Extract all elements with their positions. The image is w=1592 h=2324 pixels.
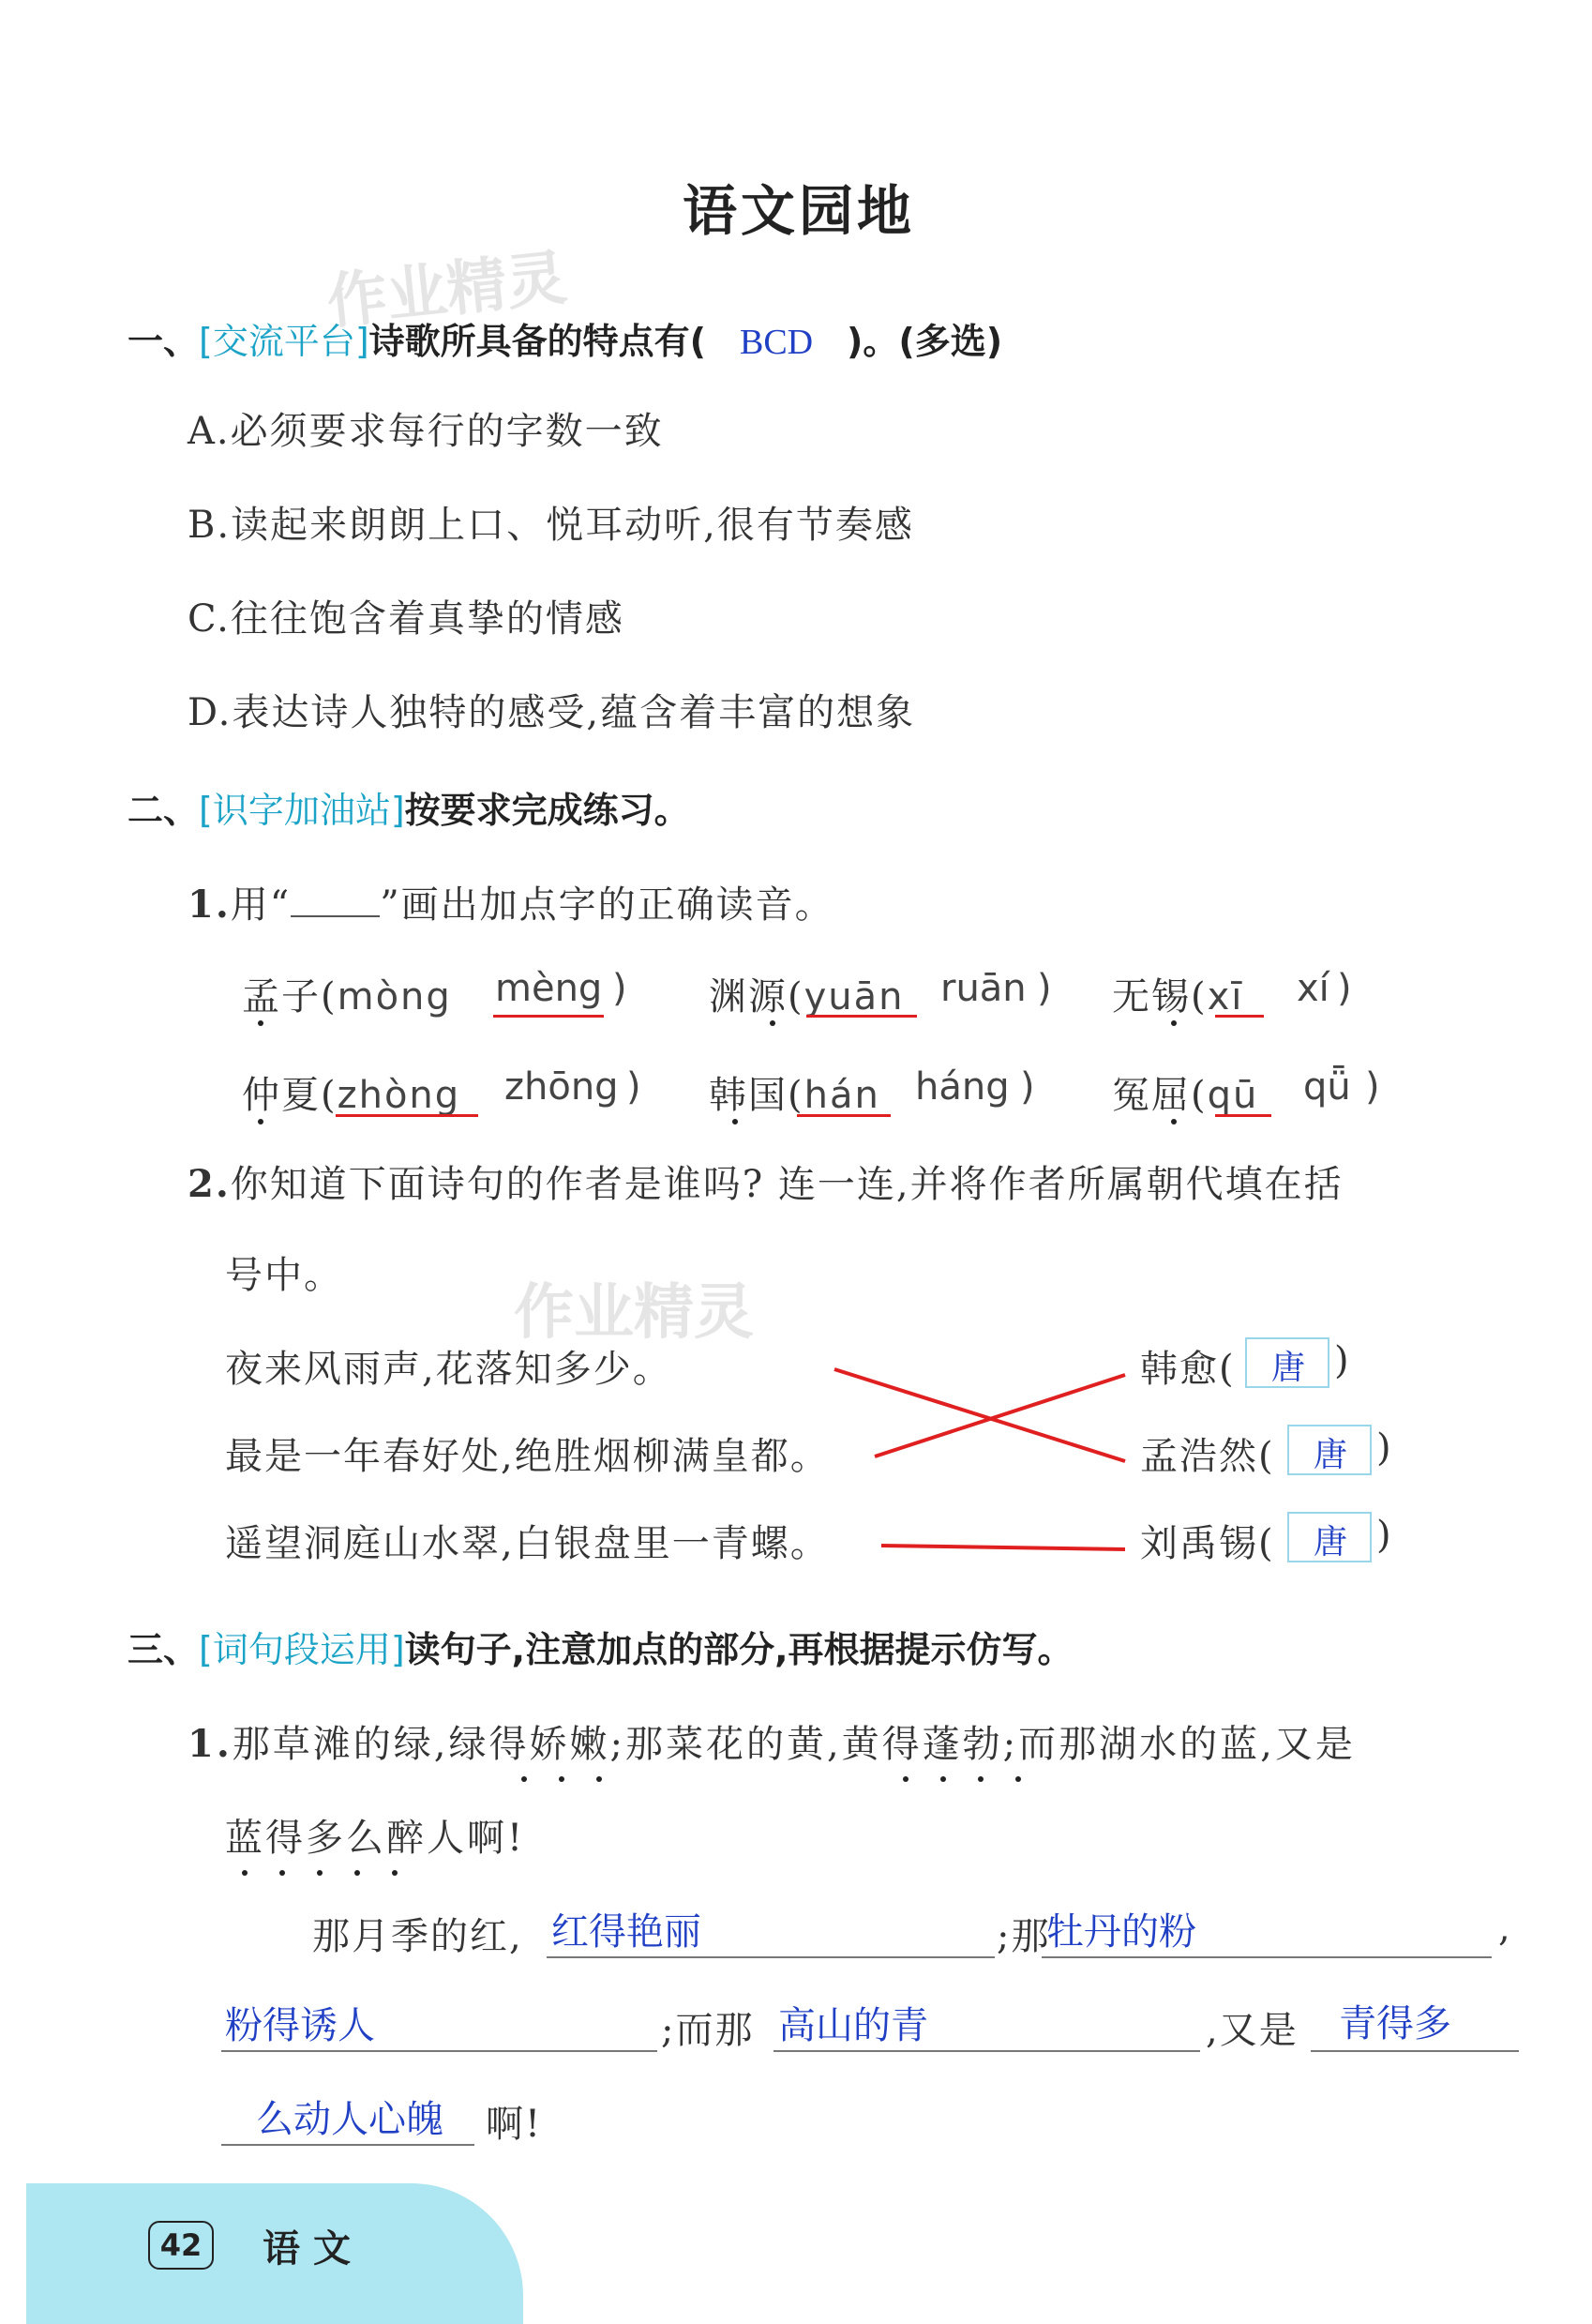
word: 冤屈(	[1112, 1074, 1208, 1117]
pinyin-option-correct: hán	[804, 1074, 880, 1117]
section-number: 三、	[128, 1629, 200, 1670]
match-line	[875, 1375, 1125, 1456]
pinyin-option-correct: mèng	[495, 967, 603, 1010]
handwritten-answer-1: 红得艳丽	[551, 1910, 701, 1954]
close-paren: )	[1376, 1426, 1393, 1470]
question-text: 诗歌所具备的特点有(	[368, 321, 707, 362]
pinyin-option-correct: zhòng	[337, 1074, 461, 1117]
pinyin-option: mòng	[337, 975, 452, 1019]
fill-prompt-4: ;而那	[661, 2009, 755, 2052]
word: 无锡(	[1112, 975, 1208, 1019]
handwritten-answer-5: 青得多	[1339, 2002, 1451, 2045]
matching-lines	[26, 26, 1564, 2277]
close-paren: )	[1337, 967, 1352, 1010]
pinyin-option: ruān	[940, 967, 1027, 1010]
dynasty-answer: 唐	[1314, 1436, 1348, 1474]
dynasty-answer: 唐	[1271, 1349, 1306, 1387]
word: 仲夏(	[242, 1074, 338, 1117]
pinyin-option-correct: yuān	[804, 975, 905, 1019]
handwritten-answer-6: 么动人心魄	[256, 2098, 443, 2141]
question-number: 1.	[188, 1722, 233, 1766]
pinyin-option-correct: xī	[1207, 975, 1244, 1019]
emphasis-dot	[940, 1776, 946, 1782]
word: 孟子(	[242, 975, 338, 1019]
workbook-page	[26, 26, 1564, 2277]
section-tag: [词句段运用]	[199, 1629, 405, 1670]
pinyin-option: xí	[1297, 967, 1329, 1010]
question-number: 1.	[188, 883, 231, 927]
page-number: 42	[148, 2221, 214, 2270]
poem-line-2: 最是一年春好处,绝胜烟柳满皇都。	[225, 1435, 830, 1478]
handwritten-answer-2: 牡丹的粉	[1046, 1910, 1196, 1954]
emphasis-dot	[559, 1776, 564, 1782]
word: 韩国(	[709, 1074, 804, 1117]
author-3: 刘禹锡(	[1140, 1522, 1275, 1565]
answer-line	[1042, 1956, 1492, 1958]
option-c: C.往往饱含着真挚的情感	[188, 597, 624, 641]
handwritten-answer-3: 粉得诱人	[225, 2004, 375, 2047]
answer-line	[221, 2144, 474, 2146]
close-paren: )	[1020, 1065, 1035, 1109]
option-d: D.表达诗人独特的感受,蕴含着丰富的想象	[188, 691, 916, 734]
answer-line	[221, 2050, 657, 2052]
subject-label: 语文	[263, 2227, 364, 2271]
poem-line-3: 遥望洞庭山水翠,白银盘里一青螺。	[225, 1522, 830, 1565]
fill-prompt-3: ,	[1498, 1907, 1512, 1950]
section-3-heading	[128, 1621, 1074, 1672]
section-tag: [交流平台]	[199, 321, 369, 362]
q2-2-prompt-line2: 号中。	[225, 1254, 343, 1297]
fill-prompt-2: ;那	[997, 1915, 1051, 1958]
dynasty-answer: 唐	[1314, 1523, 1348, 1562]
match-line	[881, 1546, 1125, 1549]
answer-bcd: BCD	[739, 323, 814, 362]
question-text-end: )。(多选)	[847, 321, 1003, 362]
pinyin-option: háng	[915, 1065, 1010, 1109]
section-number: 二、	[128, 790, 200, 831]
watermark: 作业精灵	[514, 1278, 754, 1348]
sentence-text: 那草滩的绿,绿得娇嫩;那菜花的黄,黄得蓬勃;而那湖水的蓝,又是	[232, 1723, 1356, 1766]
pinyin-option: qǖ	[1303, 1065, 1351, 1109]
emphasis-dot	[317, 1870, 323, 1876]
fill-prompt-1: 那月季的红,	[312, 1915, 523, 1958]
example-sentence-line1	[188, 1714, 1356, 1768]
question-text: 读句子,注意加点的部分,再根据提示仿写。	[404, 1629, 1074, 1670]
question-text: 按要求完成练习。	[404, 790, 690, 831]
close-paren: )	[1376, 1514, 1393, 1557]
fill-prompt-6: 啊!	[486, 2103, 543, 2146]
emphasis-dot	[1015, 1776, 1021, 1782]
match-line	[834, 1369, 1125, 1461]
emphasis-dot	[242, 1870, 248, 1876]
emphasis-dot	[354, 1870, 360, 1876]
emphasis-dot	[596, 1776, 602, 1782]
close-paren: )	[1037, 967, 1052, 1010]
handwritten-answer-4: 高山的青	[778, 2004, 928, 2047]
emphasis-dot	[903, 1776, 909, 1782]
option-a: A.必须要求每行的字数一致	[188, 410, 664, 453]
question-number: 2.	[188, 1162, 231, 1206]
answer-line	[547, 1956, 995, 1958]
close-paren: )	[612, 967, 627, 1010]
close-paren: )	[626, 1065, 641, 1109]
option-b: B.读起来朗朗上口、悦耳动听,很有节奏感	[188, 504, 914, 547]
section-number: 一、	[128, 321, 200, 362]
answer-line	[1311, 2050, 1519, 2052]
pinyin-option-correct: qū	[1207, 1074, 1259, 1117]
prompt-text: 你知道下面诗句的作者是谁吗? 连一连,并将作者所属朝代填在括	[230, 1163, 1344, 1206]
prompt-text-end: ”画出加点字的正确读音。	[380, 883, 834, 927]
emphasis-dot	[392, 1870, 398, 1876]
emphasis-dot	[521, 1776, 527, 1782]
pinyin-option: zhōng	[504, 1065, 619, 1109]
answer-line	[773, 2050, 1200, 2052]
author-2: 孟浩然(	[1140, 1435, 1275, 1478]
example-sentence-line2: 蓝得多么醉人啊!	[225, 1817, 526, 1860]
emphasis-dot	[978, 1776, 984, 1782]
author-1: 韩愈(	[1140, 1348, 1236, 1391]
fill-prompt-5: ,又是	[1206, 2009, 1299, 2052]
word: 渊源(	[709, 975, 804, 1019]
close-paren: )	[1334, 1339, 1351, 1382]
close-paren: )	[1365, 1065, 1380, 1109]
page-title: 语文园地	[683, 179, 916, 243]
poem-line-1: 夜来风雨声,花落知多少。	[225, 1348, 672, 1391]
prompt-text: 用“	[230, 883, 292, 927]
watermark: 作业精灵	[323, 243, 570, 339]
section-tag: [识字加油站]	[199, 790, 405, 831]
emphasis-dot	[279, 1870, 285, 1876]
